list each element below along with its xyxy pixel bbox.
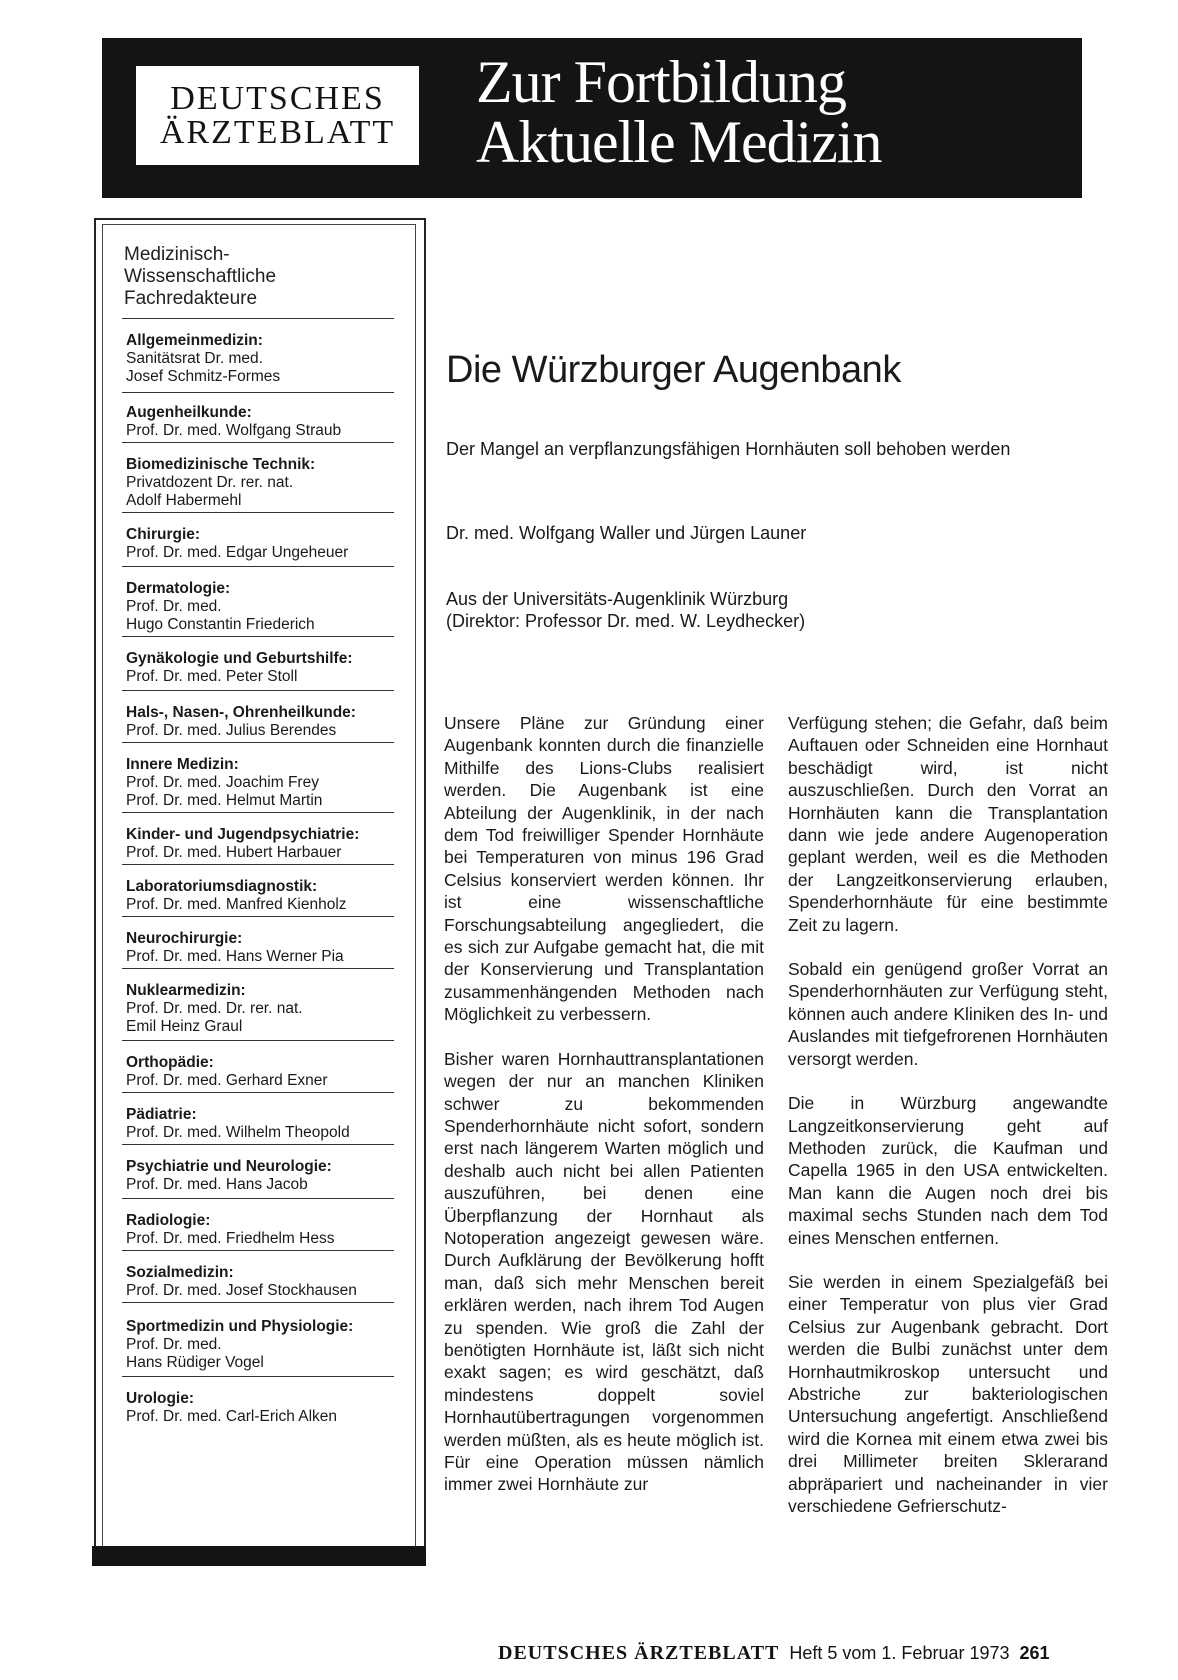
sidebar-section bbox=[126, 878, 396, 914]
sidebar-bottom-bar bbox=[92, 1546, 426, 1566]
sidebar-field: Radiologie: bbox=[126, 1212, 211, 1229]
sidebar-section bbox=[126, 332, 396, 386]
sidebar-divider bbox=[122, 812, 394, 813]
sidebar-section bbox=[126, 1212, 396, 1248]
sidebar-editor-name: Prof. Dr. med. Dr. rer. nat. bbox=[126, 1000, 303, 1017]
sidebar-editor-name: Prof. Dr. med. Carl-Erich Alken bbox=[126, 1408, 338, 1425]
logo-line-1: DEUTSCHES bbox=[170, 79, 385, 117]
sidebar-editor-name: Prof. Dr. med. Josef Stockhausen bbox=[126, 1282, 357, 1299]
sidebar-section bbox=[126, 930, 396, 966]
sidebar-editor-name: Prof. Dr. med. Hans Jacob bbox=[126, 1176, 308, 1193]
sidebar-section bbox=[126, 756, 396, 810]
sidebar-field: Kinder- und Jugendpsychiatrie: bbox=[126, 826, 360, 843]
sidebar-editor-name: Prof. Dr. med. Peter Stoll bbox=[126, 668, 298, 685]
sidebar-editor-name: Emil Heinz Graul bbox=[126, 1018, 243, 1035]
sidebar-section bbox=[126, 650, 396, 686]
sidebar-editor-name: Prof. Dr. med. Friedhelm Hess bbox=[126, 1230, 335, 1247]
paragraph: Die in Würzburg angewandte Langzeitkonservierung geht auf Methoden zurück, die Kaufman und Capella 1965 in den USA entwickelten. Man kann die Augen noch drei bis maximal sechs Stunden nach dem Tod eines Menschen entfernen. bbox=[788, 1093, 1108, 1248]
sidebar-heading-line: Medizinisch- bbox=[124, 244, 230, 265]
sidebar-section bbox=[126, 704, 396, 740]
sidebar-section bbox=[126, 1158, 396, 1194]
logo-line-2: ÄRZTEBLATT bbox=[159, 113, 396, 151]
sidebar-editor-name: Prof. Dr. med. Julius Berendes bbox=[126, 722, 337, 739]
sidebar-heading-line: Wissenschaftliche bbox=[124, 266, 277, 287]
sidebar-field: Orthopädie: bbox=[126, 1054, 214, 1071]
affiliation-line-1: Aus der Universitäts-Augenklinik Würzburg bbox=[446, 589, 789, 609]
sidebar-section bbox=[126, 1318, 396, 1372]
sidebar-divider bbox=[122, 1302, 394, 1303]
article-title: Die Würzburger Augenbank bbox=[446, 349, 901, 391]
sidebar-field: Nuklearmedizin: bbox=[126, 982, 246, 999]
sidebar-divider bbox=[122, 1198, 394, 1199]
sidebar-editor-name: Prof. Dr. med. Helmut Martin bbox=[126, 792, 323, 809]
sidebar-divider bbox=[122, 442, 394, 443]
sidebar-editor-name: Prof. Dr. med. Wolfgang Straub bbox=[126, 422, 342, 439]
section-title bbox=[476, 49, 882, 175]
sidebar-section bbox=[126, 526, 396, 562]
sidebar-section bbox=[126, 982, 396, 1036]
sidebar-field: Innere Medizin: bbox=[126, 756, 239, 773]
sidebar-divider bbox=[122, 916, 394, 917]
sidebar-divider bbox=[122, 1040, 394, 1041]
page-number: 261 bbox=[1019, 1643, 1050, 1663]
paragraph: Sobald ein genügend großer Vorrat an Spenderhornhäuten zur Verfügung steht, können auch andere Kliniken des In- und Auslandes mit tiefgefrorenen Hornhäuten versorgt werden. bbox=[788, 959, 1108, 1069]
sidebar-divider bbox=[122, 968, 394, 969]
article-authors: Dr. med. Wolfgang Waller und Jürgen Launer bbox=[446, 523, 807, 543]
footer-brand: DEUTSCHES ÄRZTEBLATT bbox=[498, 1642, 780, 1664]
masthead-banner bbox=[102, 38, 1082, 198]
article-affiliation bbox=[446, 588, 805, 632]
footer-issue: Heft 5 vom 1. Februar 1973 bbox=[789, 1643, 1010, 1663]
sidebar-field: Sozialmedizin: bbox=[126, 1264, 234, 1281]
sidebar-editor-name: Hans Rüdiger Vogel bbox=[126, 1354, 264, 1371]
sidebar-field: Hals-, Nasen-, Ohrenheilkunde: bbox=[126, 704, 356, 721]
sidebar-divider bbox=[122, 1144, 394, 1145]
sidebar-heading-line: Fachredakteure bbox=[124, 288, 258, 309]
article-column-right bbox=[788, 712, 1108, 1539]
sidebar-divider bbox=[122, 690, 394, 691]
sidebar-field: Psychiatrie und Neurologie: bbox=[126, 1158, 332, 1175]
sidebar-editor-name: Prof. Dr. med. Joachim Frey bbox=[126, 774, 319, 791]
paragraph: Unsere Pläne zur Gründung einer Augenbank konnten durch die finanzielle Mithilfe des Lions-Clubs realisiert werden. Die Augenbank ist eine Abteilung der Augenklinik, in der nach dem Tod freiwilliger Spender Hornhäute bei Temperaturen von minus 196 Grad Celsius konserviert werden können. Ihr ist eine wissenschaftliche Forschungsabteilung angegliedert, die es sich zur Aufgabe gemacht hat, die mit der Konservierung und Transplantation zusammenhängenden Methoden nach Möglichkeit zu verbessern. bbox=[444, 713, 764, 1025]
paragraph: Verfügung stehen; die Gefahr, daß beim Auftauen oder Schneiden eine Hornhaut beschädigt wird, ist nicht auszuschließen. Durch den Vorrat an Hornhäuten kann die Transplantation dann wie jede andere Augenoperation geplant werden, weil es die Methoden der Langzeitkonservierung erlauben, Spenderhornhäute für eine bestimmte Zeit zu lagern. bbox=[788, 713, 1108, 935]
sidebar-field: Urologie: bbox=[126, 1390, 195, 1407]
sidebar-divider bbox=[122, 1376, 394, 1377]
sidebar-editor-name: Prof. Dr. med. Hans Werner Pia bbox=[126, 948, 344, 965]
sidebar-editor-name: Adolf Habermehl bbox=[126, 492, 242, 509]
sidebar-editor-name: Prof. Dr. med. Gerhard Exner bbox=[126, 1072, 328, 1089]
sidebar-field: Gynäkologie und Geburtshilfe: bbox=[126, 650, 353, 667]
sidebar-section bbox=[126, 404, 396, 440]
sidebar-field: Chirurgie: bbox=[126, 526, 201, 543]
affiliation-line-2: (Direktor: Professor Dr. med. W. Leydhecker) bbox=[446, 611, 806, 631]
sidebar-divider bbox=[122, 318, 394, 319]
sidebar-section bbox=[126, 456, 396, 510]
sidebar-editor-name: Prof. Dr. med. bbox=[126, 598, 222, 615]
article-subtitle: Der Mangel an verpflanzungsfähigen Hornhäuten soll behoben werden bbox=[446, 439, 1011, 459]
page-footer bbox=[498, 1642, 1050, 1665]
sidebar-divider bbox=[122, 1092, 394, 1093]
sidebar-section bbox=[126, 580, 396, 634]
sidebar-editor-name: Prof. Dr. med. Manfred Kienholz bbox=[126, 896, 347, 913]
sidebar-editor-name: Prof. Dr. med. Edgar Ungeheuer bbox=[126, 544, 349, 561]
sidebar-divider bbox=[122, 512, 394, 513]
sidebar-editor-name: Prof. Dr. med. bbox=[126, 1336, 222, 1353]
sidebar-field: Allgemeinmedizin: bbox=[126, 332, 263, 349]
journal-logo bbox=[136, 66, 419, 165]
sidebar-divider bbox=[122, 566, 394, 567]
sidebar-field: Pädiatrie: bbox=[126, 1106, 197, 1123]
sidebar-heading bbox=[124, 244, 404, 310]
sidebar-section bbox=[126, 1054, 396, 1090]
section-title-line-2: Aktuelle Medizin bbox=[476, 109, 882, 175]
sidebar-field: Neurochirurgie: bbox=[126, 930, 243, 947]
sidebar-divider bbox=[122, 1250, 394, 1251]
sidebar-divider bbox=[122, 636, 394, 637]
sidebar-field: Laboratoriumsdiagnostik: bbox=[126, 878, 318, 895]
sidebar-editor-name: Sanitätsrat Dr. med. bbox=[126, 350, 263, 367]
sidebar-field: Biomedizinische Technik: bbox=[126, 456, 316, 473]
sidebar-editor-name: Privatdozent Dr. rer. nat. bbox=[126, 474, 294, 491]
sidebar-section bbox=[126, 1390, 396, 1426]
paragraph: Sie werden in einem Spezialgefäß bei einer Temperatur von plus vier Grad Celsius zur Augenbank gebracht. Dort werden die Bulbi zunächst unter dem Hornhautmikroskop untersucht und Abstriche zur bakteriologischen Untersuchung angefertigt. Anschließend wird die Kornea mit einem etwa zwei bis drei Millimeter breiten Sklerarand abpräpariert und nacheinander in vier verschiedene Gefrierschutz- bbox=[788, 1271, 1108, 1516]
sidebar-divider bbox=[122, 392, 394, 393]
sidebar-section bbox=[126, 826, 396, 862]
sidebar-field: Augenheilkunde: bbox=[126, 404, 252, 421]
sidebar-section bbox=[126, 1264, 396, 1300]
sidebar-editor-name: Prof. Dr. med. Hubert Harbauer bbox=[126, 844, 342, 861]
sidebar-editor-name: Josef Schmitz-Formes bbox=[126, 368, 281, 385]
paragraph: Bisher waren Hornhauttransplantationen wegen der nur an manchen Kliniken schwer zu bekommenden Spenderhornhäute nicht sofort, sondern erst nach längerem Warten möglich und deshalb auch nicht bei allen Patienten auszuführen, bei denen eine Überpflanzung der Hornhaut als Notoperation angezeigt gewesen wäre. Durch Aufklärung der Bevölkerung hofft man, daß sich mehr Menschen bereit erklären werden, nach ihrem Tod Augen zu spenden. Wie groß die Zahl der benötigten Hornhäute ist, läßt sich nicht exakt sagen; es wird geschätzt, daß mindestens doppelt soviel Hornhautübertragungen vorgenommen werden müßten, als es heute möglich ist. Für eine Operation müssen nämlich immer zwei Hornhäute zur bbox=[444, 1048, 764, 1495]
sidebar-section bbox=[126, 1106, 396, 1142]
sidebar-divider bbox=[122, 864, 394, 865]
sidebar-field: Sportmedizin und Physiologie: bbox=[126, 1318, 354, 1335]
sidebar-editor-name: Hugo Constantin Friederich bbox=[126, 616, 315, 633]
sidebar-field: Dermatologie: bbox=[126, 580, 231, 597]
sidebar-editor-name: Prof. Dr. med. Wilhelm Theopold bbox=[126, 1124, 350, 1141]
section-title-line-1: Zur Fortbildung bbox=[476, 49, 846, 115]
sidebar-divider bbox=[122, 742, 394, 743]
article-column-left bbox=[444, 712, 764, 1518]
